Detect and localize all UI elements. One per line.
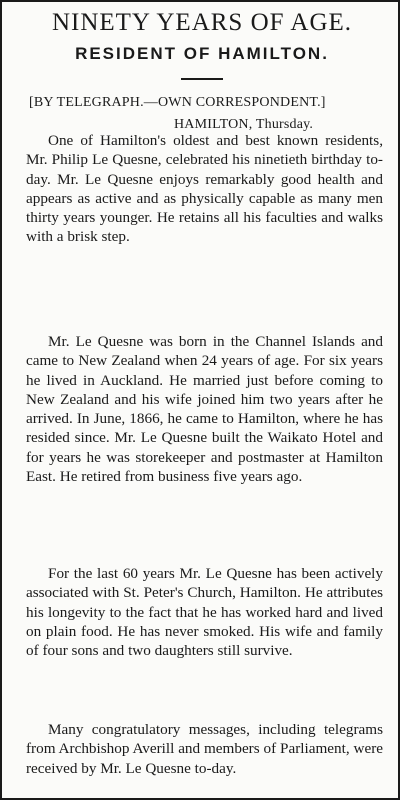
article-paragraph: One of Hamilton's oldest and best known residents, Mr. Philip Le Quesne, celebrated his ninetieth birthday to-day. Mr. Le Quesne enjoys remarkably good health and appears as active and as physically capable as many men thirty years younger. He retains all his faculties and walks with a brisk step. bbox=[26, 132, 383, 246]
article-paragraph: For the last 60 years Mr. Le Quesne has been actively associated with St. Peter's Church, Hamilton. He attributes his longevity to the fact that he has worked hard and lived on plain food. He has never smoked. His wife and family of four sons and two daughters still survive. bbox=[26, 565, 383, 660]
article-paragraph: Mr. Le Quesne was born in the Channel Islands and came to New Zealand when 24 years of age. For six years he lived in Auckland. He married just before coming to New Zealand and his wife joined him two years after he arrived. In June, 1866, he came to Hamilton, where he has resided since. Mr. Le Quesne built the Waikato Hotel and for years he was storekeeper and postmaster at Hamilton East. He retired from business five years ago. bbox=[26, 333, 383, 486]
article-subheadline: RESIDENT OF HAMILTON. bbox=[75, 44, 329, 63]
headline-divider bbox=[181, 78, 223, 80]
article-dateline: [BY TELEGRAPH.—OWN CORRESPONDENT.] bbox=[29, 95, 326, 110]
article-headline: NINETY YEARS OF AGE. bbox=[51, 9, 353, 36]
article-place-date: HAMILTON, Thursday. bbox=[174, 117, 314, 132]
article-paragraph: Many congratulatory messages, including telegrams from Archbishop Averill and members of Parliament, were received by Mr. Le Quesne to-day. bbox=[26, 721, 383, 777]
